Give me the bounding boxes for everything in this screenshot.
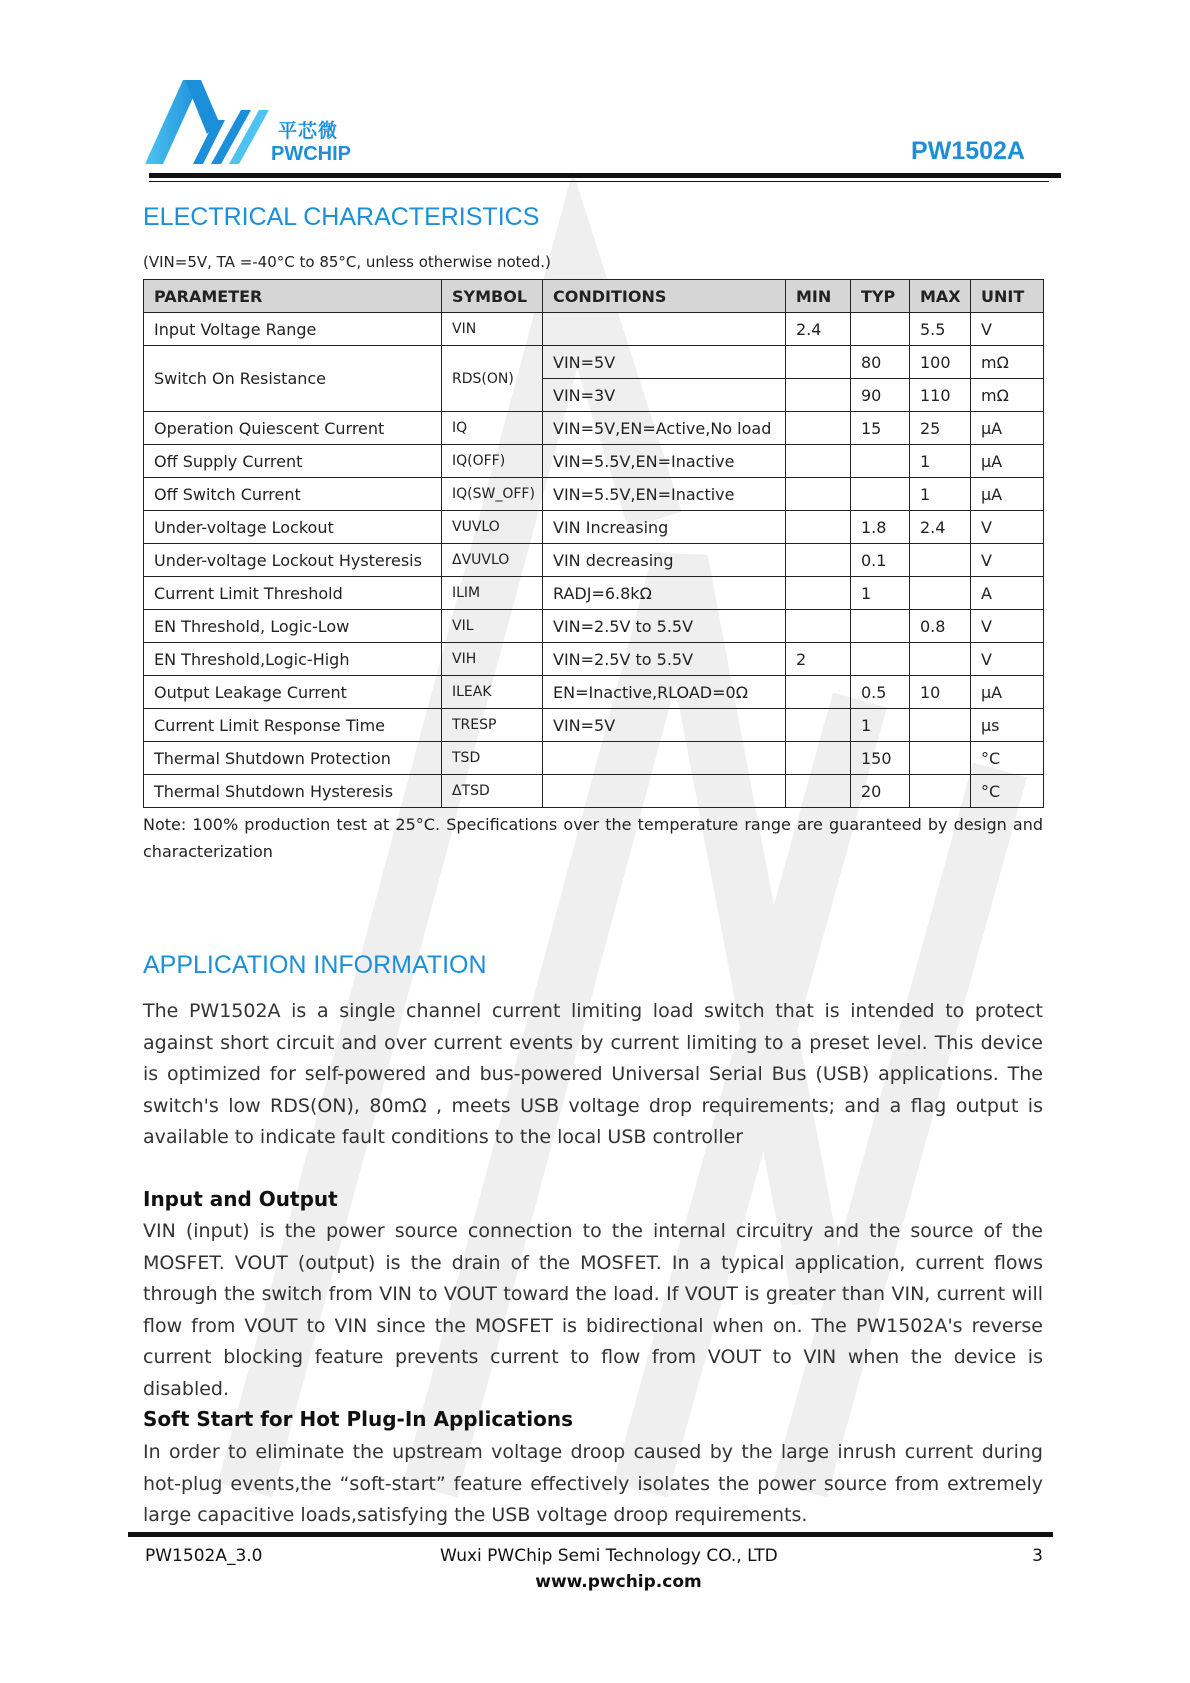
conditions-cell: RADJ=6.8kΩ bbox=[543, 577, 786, 610]
parameter-cell: Off Supply Current bbox=[144, 445, 442, 478]
parameter-cell: Under-voltage Lockout Hysteresis bbox=[144, 544, 442, 577]
max-cell: 2.4 bbox=[910, 511, 971, 544]
unit-cell: µA bbox=[971, 478, 1044, 511]
symbol-cell: IQ(OFF) bbox=[442, 445, 543, 478]
electrical-characteristics-table bbox=[143, 279, 1044, 808]
symbol-cell: VUVLO bbox=[442, 511, 543, 544]
table-row bbox=[144, 511, 1044, 544]
min-cell bbox=[786, 742, 851, 775]
table-row bbox=[144, 643, 1044, 676]
min-cell bbox=[786, 412, 851, 445]
conditions-cell: VIN=2.5V to 5.5V bbox=[543, 643, 786, 676]
column-header: MAX bbox=[910, 280, 971, 313]
unit-cell: µA bbox=[971, 412, 1044, 445]
table-row bbox=[144, 610, 1044, 643]
document-version: PW1502A_3.0 bbox=[145, 1546, 263, 1566]
symbol-cell: ILEAK bbox=[442, 676, 543, 709]
max-cell bbox=[910, 709, 971, 742]
application-intro-paragraph: The PW1502A is a single channel current limiting load switch that is intended to protect against short circuit and over current events by current limiting to a preset level. This device is optimized for self-powered and bus-powered Universal Serial Bus (USB) applications. The switch's low RDS(ON), 80mΩ , meets USB voltage drop requirements; and a flag output is available to indicate fault conditions to the local USB controller bbox=[143, 1000, 1043, 1148]
typ-cell: 1.8 bbox=[851, 511, 910, 544]
typ-cell bbox=[851, 445, 910, 478]
conditions-cell bbox=[543, 313, 786, 346]
parameter-cell: EN Threshold,Logic-High bbox=[144, 643, 442, 676]
conditions-cell: VIN decreasing bbox=[543, 544, 786, 577]
conditions-cell: VIN=5.5V,EN=Inactive bbox=[543, 445, 786, 478]
input-output-heading: Input and Output bbox=[143, 1187, 338, 1211]
symbol-cell: TRESP bbox=[442, 709, 543, 742]
electrical-characteristics-title: ELECTRICAL CHARACTERISTICS bbox=[143, 203, 540, 231]
input-output-paragraph: VIN (input) is the power source connection to the internal circuitry and the source of the MOSFET. VOUT (output) is the drain of the MOSFET. In a typical application, current flows through the switch from VIN to VOUT toward the load. If VOUT is greater than VIN, current will flow from VOUT to VIN since the MOSFET is bidirectional when on. The PW1502A's reverse current blocking feature prevents current to flow from VOUT to VIN when the device is disabled. bbox=[143, 1220, 1043, 1400]
symbol-cell: IQ bbox=[442, 412, 543, 445]
parameter-cell: EN Threshold, Logic-Low bbox=[144, 610, 442, 643]
table-row bbox=[144, 412, 1044, 445]
max-cell bbox=[910, 577, 971, 610]
column-header: CONDITIONS bbox=[543, 280, 786, 313]
max-cell: 100 bbox=[910, 346, 971, 379]
parameter-cell: Current Limit Threshold bbox=[144, 577, 442, 610]
column-header: UNIT bbox=[971, 280, 1044, 313]
table-row bbox=[144, 313, 1044, 346]
typ-cell: 1 bbox=[851, 709, 910, 742]
table-row bbox=[144, 775, 1044, 808]
symbol-cell: IQ(SW_OFF) bbox=[442, 478, 543, 511]
unit-cell: V bbox=[971, 511, 1044, 544]
conditions-cell: VIN=2.5V to 5.5V bbox=[543, 610, 786, 643]
max-cell: 25 bbox=[910, 412, 971, 445]
typ-cell: 1 bbox=[851, 577, 910, 610]
test-conditions-note: (VIN=5V, TA =-40°C to 85°C, unless otherwise noted.) bbox=[143, 253, 551, 271]
max-cell bbox=[910, 742, 971, 775]
table-row bbox=[144, 478, 1044, 511]
max-cell: 1 bbox=[910, 445, 971, 478]
table-row bbox=[144, 544, 1044, 577]
conditions-cell: VIN Increasing bbox=[543, 511, 786, 544]
table-note: Note: 100% production test at 25°C. Specifications over the temperature range are guaranteed by design and bbox=[143, 815, 1043, 834]
conditions-cell bbox=[543, 775, 786, 808]
parameter-cell: Output Leakage Current bbox=[144, 676, 442, 709]
footer-rule bbox=[128, 1532, 1053, 1537]
parameter-cell: Under-voltage Lockout bbox=[144, 511, 442, 544]
min-cell bbox=[786, 577, 851, 610]
parameter-cell: Input Voltage Range bbox=[144, 313, 442, 346]
unit-cell: V bbox=[971, 643, 1044, 676]
table-row bbox=[144, 577, 1044, 610]
soft-start-paragraph: In order to eliminate the upstream voltage droop caused by the large inrush current during hot-plug events,the “soft-start” feature effectively isolates the power source from extremely large capacitive loads,satisfying the USB voltage droop requirements. bbox=[143, 1441, 1043, 1526]
conditions-cell: VIN=5.5V,EN=Inactive bbox=[543, 478, 786, 511]
column-header: SYMBOL bbox=[442, 280, 543, 313]
typ-cell: 20 bbox=[851, 775, 910, 808]
column-header: TYP bbox=[851, 280, 910, 313]
column-header: PARAMETER bbox=[144, 280, 442, 313]
part-number: PW1502A bbox=[911, 137, 1025, 165]
pwchip-logo-icon bbox=[145, 80, 275, 168]
min-cell bbox=[786, 775, 851, 808]
max-cell bbox=[910, 643, 971, 676]
parameter-cell: Operation Quiescent Current bbox=[144, 412, 442, 445]
conditions-cell: VIN=5V,EN=Active,No load bbox=[543, 412, 786, 445]
column-header: MIN bbox=[786, 280, 851, 313]
typ-cell bbox=[851, 610, 910, 643]
min-cell: 2 bbox=[786, 643, 851, 676]
conditions-cell: VIN=5V bbox=[543, 709, 786, 742]
typ-cell bbox=[851, 643, 910, 676]
conditions-cell: EN=Inactive,RLOAD=0Ω bbox=[543, 676, 786, 709]
company-website: www.pwchip.com bbox=[535, 1572, 702, 1592]
logo-english-name: PWCHIP bbox=[271, 143, 351, 165]
typ-cell bbox=[851, 478, 910, 511]
header-rule-thin bbox=[149, 181, 1049, 182]
conditions-cell bbox=[543, 742, 786, 775]
min-cell: 2.4 bbox=[786, 313, 851, 346]
max-cell: 110 bbox=[910, 379, 971, 412]
soft-start-heading: Soft Start for Hot Plug-In Applications bbox=[143, 1407, 573, 1431]
typ-cell: 15 bbox=[851, 412, 910, 445]
table-row bbox=[144, 709, 1044, 742]
symbol-cell: TSD bbox=[442, 742, 543, 775]
min-cell bbox=[786, 511, 851, 544]
unit-cell: V bbox=[971, 313, 1044, 346]
min-cell bbox=[786, 544, 851, 577]
unit-cell: A bbox=[971, 577, 1044, 610]
symbol-cell: ΔVUVLO bbox=[442, 544, 543, 577]
min-cell bbox=[786, 379, 851, 412]
max-cell bbox=[910, 544, 971, 577]
conditions-cell: VIN=5V bbox=[543, 346, 786, 379]
typ-cell: 80 bbox=[851, 346, 910, 379]
unit-cell: µA bbox=[971, 676, 1044, 709]
conditions-cell: VIN=3V bbox=[543, 379, 786, 412]
parameter-cell: Current Limit Response Time bbox=[144, 709, 442, 742]
unit-cell: °C bbox=[971, 742, 1044, 775]
min-cell bbox=[786, 478, 851, 511]
max-cell: 0.8 bbox=[910, 610, 971, 643]
symbol-cell: ΔTSD bbox=[442, 775, 543, 808]
unit-cell: µA bbox=[971, 445, 1044, 478]
unit-cell: mΩ bbox=[971, 379, 1044, 412]
typ-cell: 90 bbox=[851, 379, 910, 412]
min-cell bbox=[786, 676, 851, 709]
typ-cell: 0.5 bbox=[851, 676, 910, 709]
symbol-cell: VIH bbox=[442, 643, 543, 676]
max-cell: 5.5 bbox=[910, 313, 971, 346]
max-cell: 10 bbox=[910, 676, 971, 709]
symbol-cell: VIL bbox=[442, 610, 543, 643]
max-cell: 1 bbox=[910, 478, 971, 511]
typ-cell: 150 bbox=[851, 742, 910, 775]
table-row bbox=[144, 445, 1044, 478]
min-cell bbox=[786, 346, 851, 379]
application-information-title: APPLICATION INFORMATION bbox=[143, 951, 487, 979]
symbol-cell: ILIM bbox=[442, 577, 543, 610]
min-cell bbox=[786, 445, 851, 478]
table-header-row bbox=[144, 280, 1044, 313]
min-cell bbox=[786, 610, 851, 643]
page-number: 3 bbox=[1032, 1546, 1043, 1566]
unit-cell: µs bbox=[971, 709, 1044, 742]
table-row bbox=[144, 346, 1044, 379]
parameter-cell: Thermal Shutdown Hysteresis bbox=[144, 775, 442, 808]
parameter-cell: Off Switch Current bbox=[144, 478, 442, 511]
company-name: Wuxi PWChip Semi Technology CO., LTD bbox=[440, 1546, 778, 1566]
parameter-cell: Switch On Resistance bbox=[144, 346, 442, 412]
logo-chinese-name: 平芯微 bbox=[278, 120, 339, 142]
typ-cell: 0.1 bbox=[851, 544, 910, 577]
table-row bbox=[144, 676, 1044, 709]
parameter-cell: Thermal Shutdown Protection bbox=[144, 742, 442, 775]
header-rule bbox=[149, 173, 1061, 178]
unit-cell: °C bbox=[971, 775, 1044, 808]
table-row bbox=[144, 742, 1044, 775]
unit-cell: V bbox=[971, 544, 1044, 577]
max-cell bbox=[910, 775, 971, 808]
table-note-continued: characterization bbox=[143, 842, 273, 861]
symbol-cell: RDS(ON) bbox=[442, 346, 543, 412]
min-cell bbox=[786, 709, 851, 742]
unit-cell: mΩ bbox=[971, 346, 1044, 379]
symbol-cell: VIN bbox=[442, 313, 543, 346]
typ-cell bbox=[851, 313, 910, 346]
unit-cell: V bbox=[971, 610, 1044, 643]
